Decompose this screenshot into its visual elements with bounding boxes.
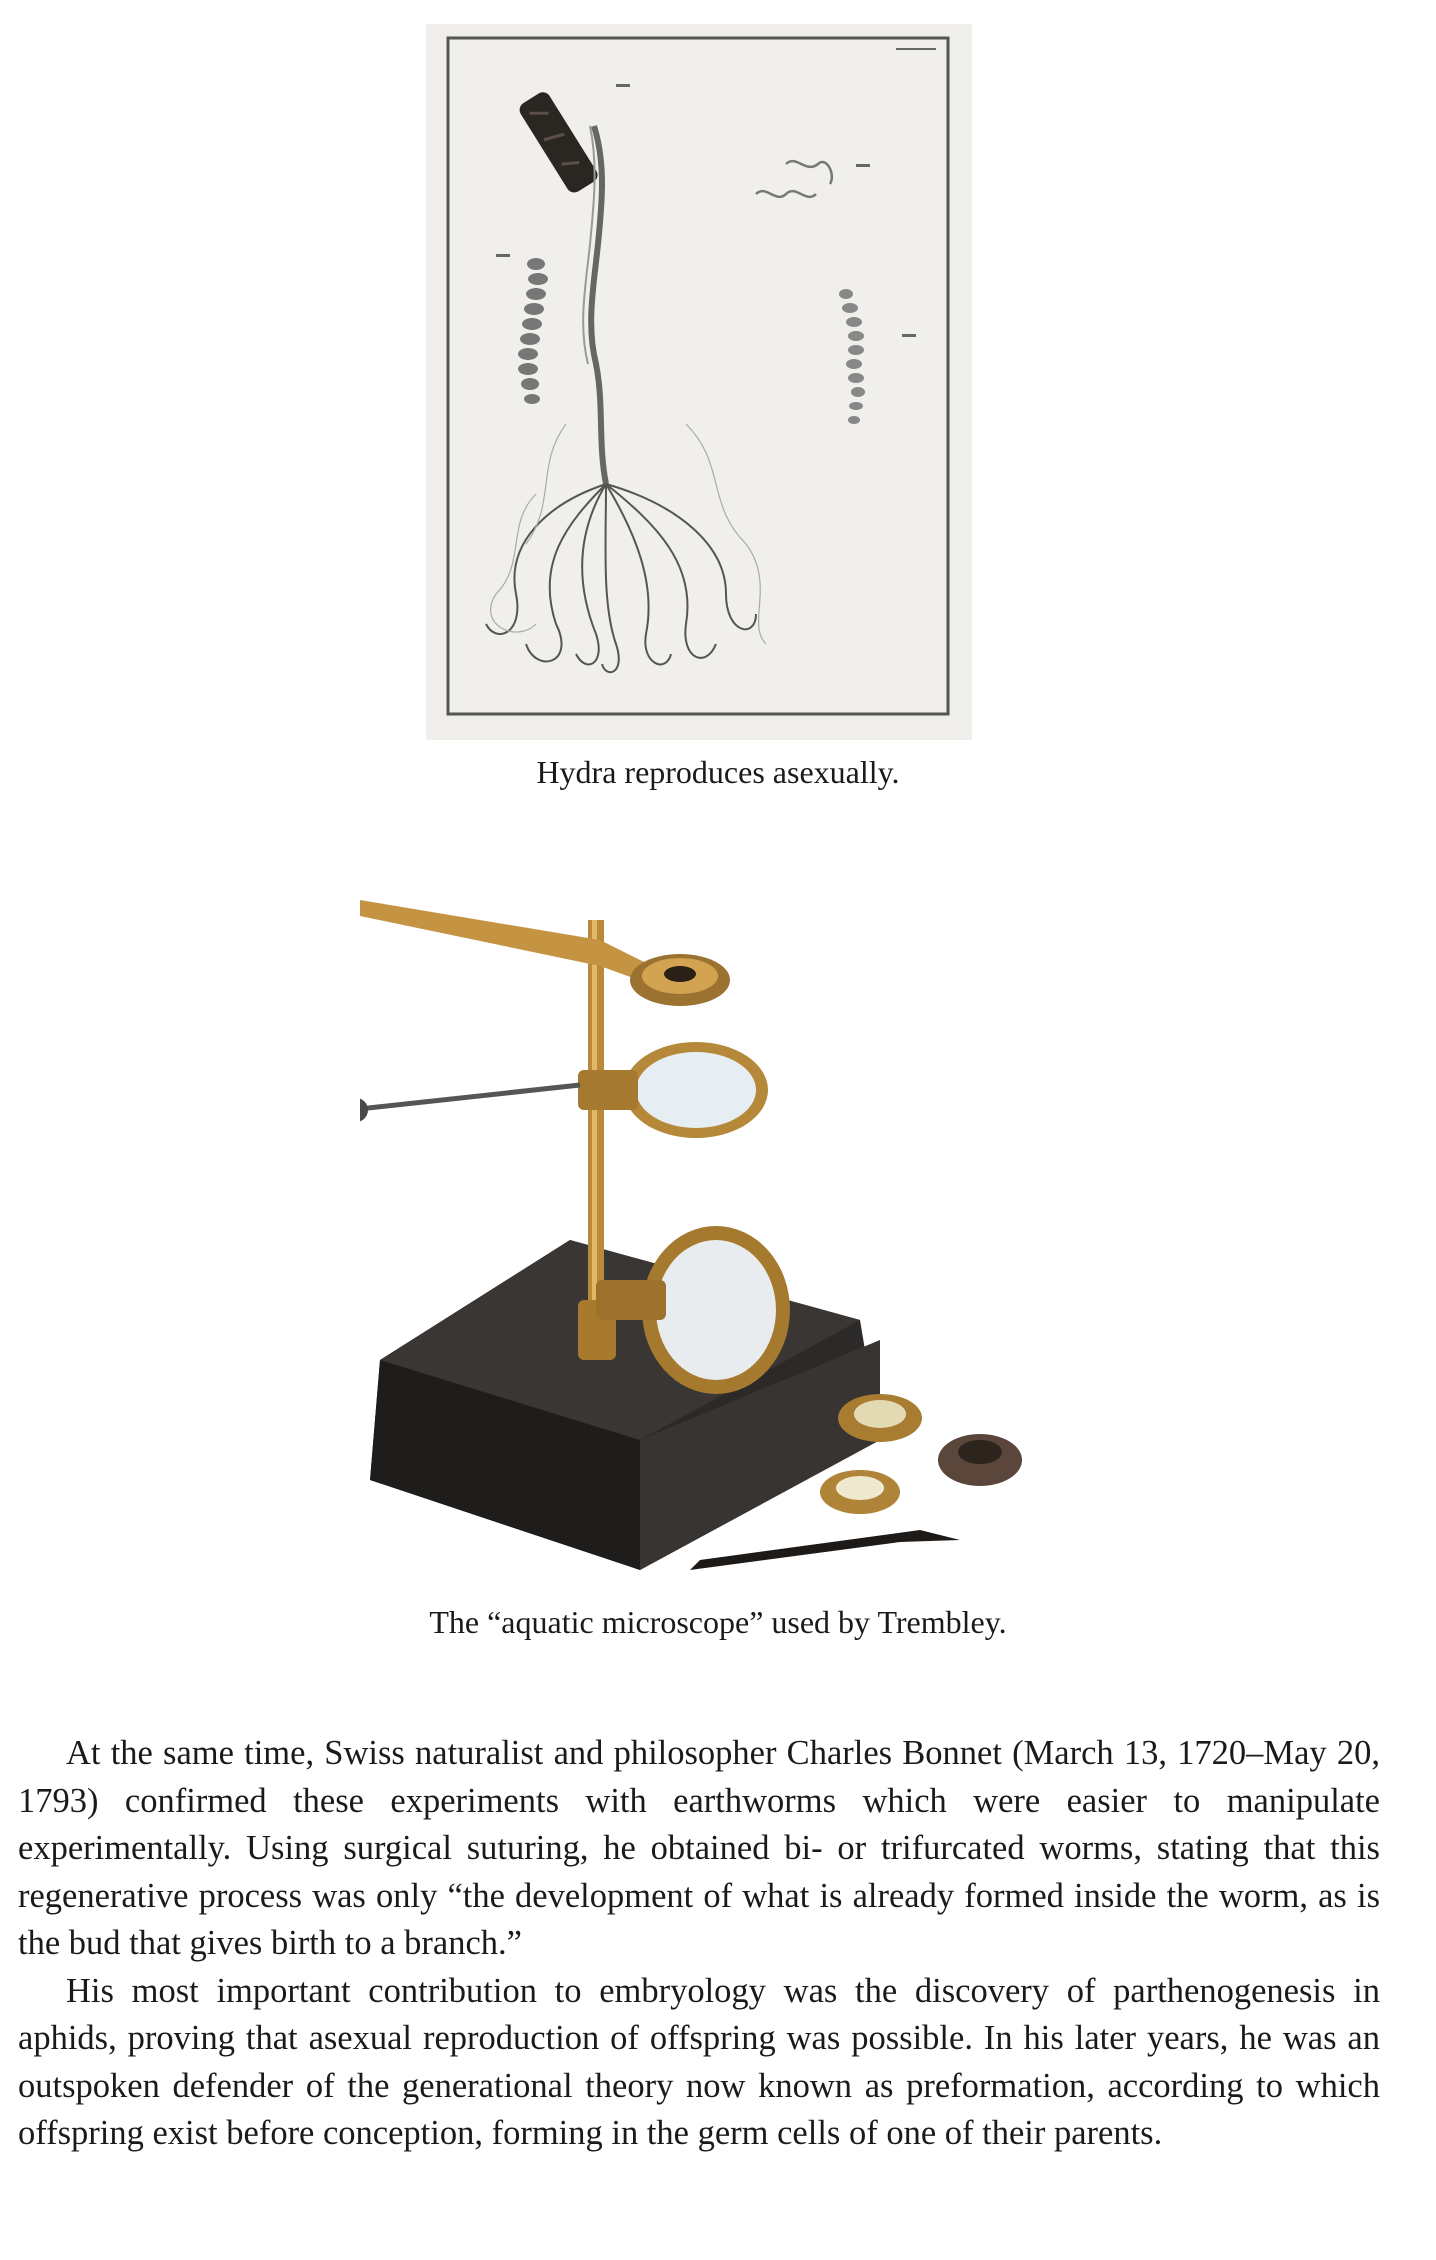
body-text <box>18 1730 1380 2158</box>
hydra-engraving-drawing <box>426 24 972 740</box>
hydra-engraving-image <box>426 24 972 740</box>
aquatic-microscope-drawing <box>360 880 1060 1580</box>
paragraph: At the same time, Swiss naturalist and philosopher Charles Bonnet (March 13, 1720–May 20, 1793) confirmed these experiments with earthworms which were easier to manipulate experimentally. Using surgical suturing, he obtained bi- or trifurcated worms, stating that this regenerative process was only “the development of what is already formed inside the worm, as is the bud that gives birth to a branch.” <box>18 1734 1380 1962</box>
figure-caption-microscope: The “aquatic microscope” used by Trembley. <box>429 1604 1007 1640</box>
aquatic-microscope-image <box>360 880 1060 1580</box>
figure-caption-hydra: Hydra reproduces asexually. <box>536 754 900 790</box>
paragraph: His most important contribution to embryology was the discovery of parthenogenesis in aphids, proving that asexual reproduction of offspring was possible. In his later years, he was an outspoken defender of the generational theory now known as preformation, according to which offspring exist before conception, forming in the germ cells of one of their parents. <box>18 1971 1380 2152</box>
